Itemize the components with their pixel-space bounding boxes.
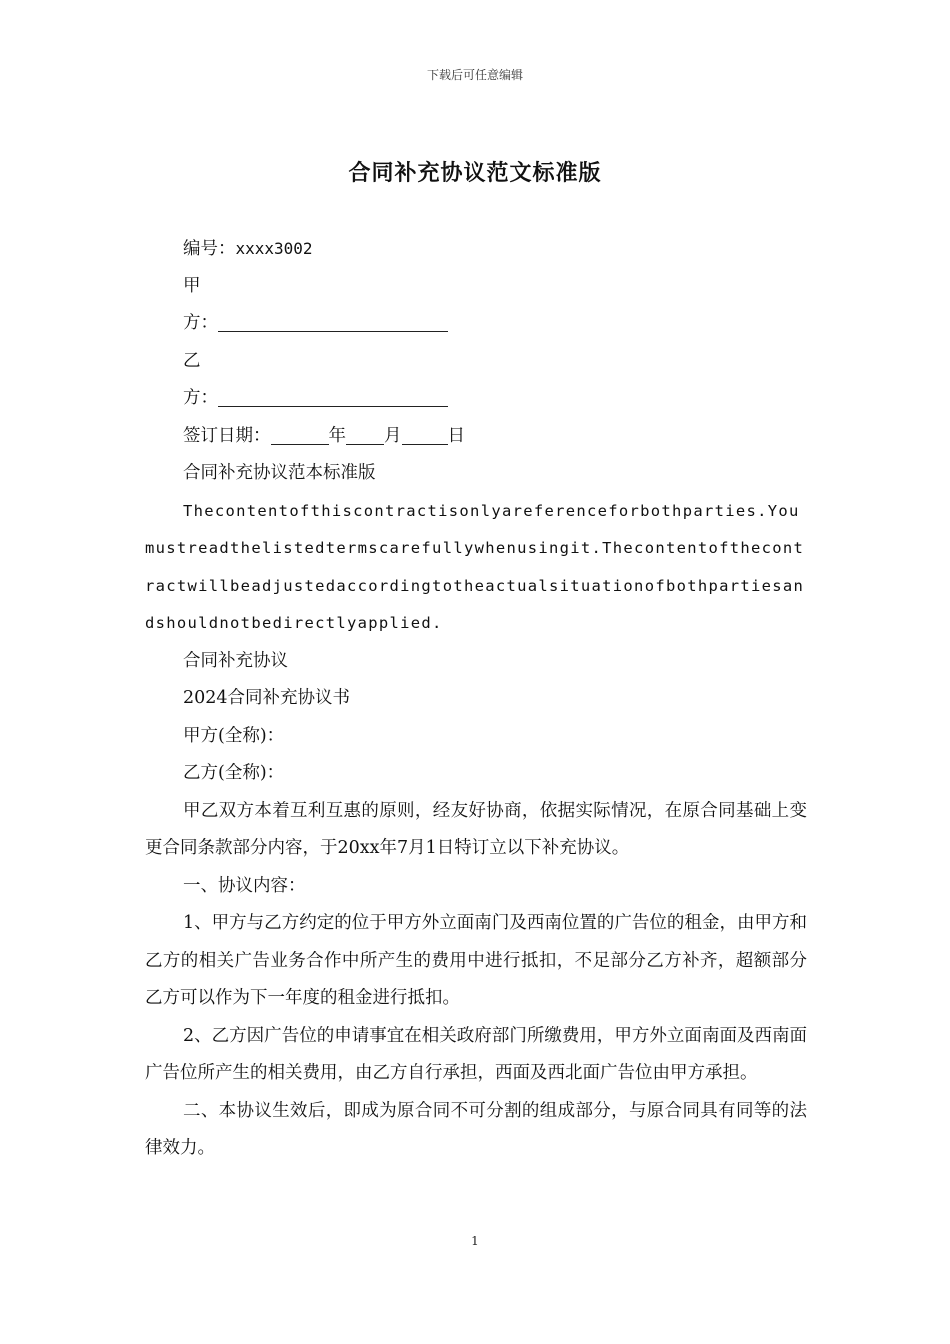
month-blank[interactable] — [346, 424, 384, 445]
day-label: 日 — [447, 425, 465, 446]
contract-number-value: xxxx3002 — [235, 239, 313, 258]
sign-date-line — [145, 418, 807, 456]
party-b-blank[interactable] — [218, 386, 448, 407]
party-b-field-line — [145, 380, 807, 418]
section-title: 合同补充协议 — [183, 650, 288, 671]
party-b-label-line — [145, 343, 807, 381]
contract-number-label: 编号： — [183, 239, 236, 259]
sign-date-label: 签订日期： — [183, 425, 271, 446]
header-note: 下载后可任意编辑 — [426, 68, 523, 82]
month-label: 月 — [384, 425, 402, 446]
party-a-full-name: 甲方(全称)： — [183, 725, 285, 746]
year-label: 年 — [328, 425, 346, 446]
party-a-label-2: 方： — [183, 313, 218, 333]
clause-item-1: 1、甲方与乙方约定的位于甲方外立面南门及西南位置的广告位的租金，由甲方和乙方的相关广告业务合作中所产生的费用中进行抵扣，不足部分乙方补齐，超额部分乙方可以作为下一年度的租金进行抵扣。 — [145, 913, 807, 1008]
party-a-field-line — [145, 305, 807, 343]
clause-item-2: 2、乙方因广告位的申请事宜在相关政府部门所缴费用，甲方外立面南面及西南面广告位所产生的相关费用，由乙方自行承担，西面及西北面广告位由甲方承担。 — [145, 1025, 807, 1083]
subtitle: 合同补充协议范本标准版 — [183, 463, 376, 483]
agreement-content-heading: 一、协议内容： — [183, 875, 306, 896]
document-body — [145, 230, 807, 1168]
party-b-full-name: 乙方(全称)： — [183, 763, 285, 783]
document-title: 合同补充协议范文标准版 — [348, 160, 602, 186]
year-blank[interactable] — [271, 424, 329, 445]
page-number: 1 — [471, 1234, 479, 1248]
party-b-label-2: 方： — [183, 388, 218, 408]
doc-title: 2024合同补充协议书 — [183, 688, 351, 708]
party-b-label-1: 乙 — [183, 350, 201, 371]
english-note: Thecontentofthiscontractisonlyareferenceforbothparties.Youmustreadthelistedtermscarefullywhenusingit.Thecontentofthecontractwillbeadjustedaccordingtotheactualsituationofbothpartiesandshouldnotbedirectlyapplied. — [145, 501, 805, 632]
day-blank[interactable] — [402, 424, 448, 445]
contract-number-line — [145, 230, 807, 268]
intro-paragraph: 甲乙双方本着互利互惠的原则，经友好协商，依据实际情况，在原合同基础上变更合同条款部分内容，于20xx年7月1日特订立以下补充协议。 — [145, 800, 807, 858]
clause-2-paragraph: 二、本协议生效后，即成为原合同不可分割的组成部分，与原合同具有同等的法律效力。 — [145, 1100, 807, 1158]
party-a-label-1: 甲 — [183, 275, 201, 296]
party-a-blank[interactable] — [218, 311, 448, 332]
party-a-label-line — [145, 268, 807, 306]
